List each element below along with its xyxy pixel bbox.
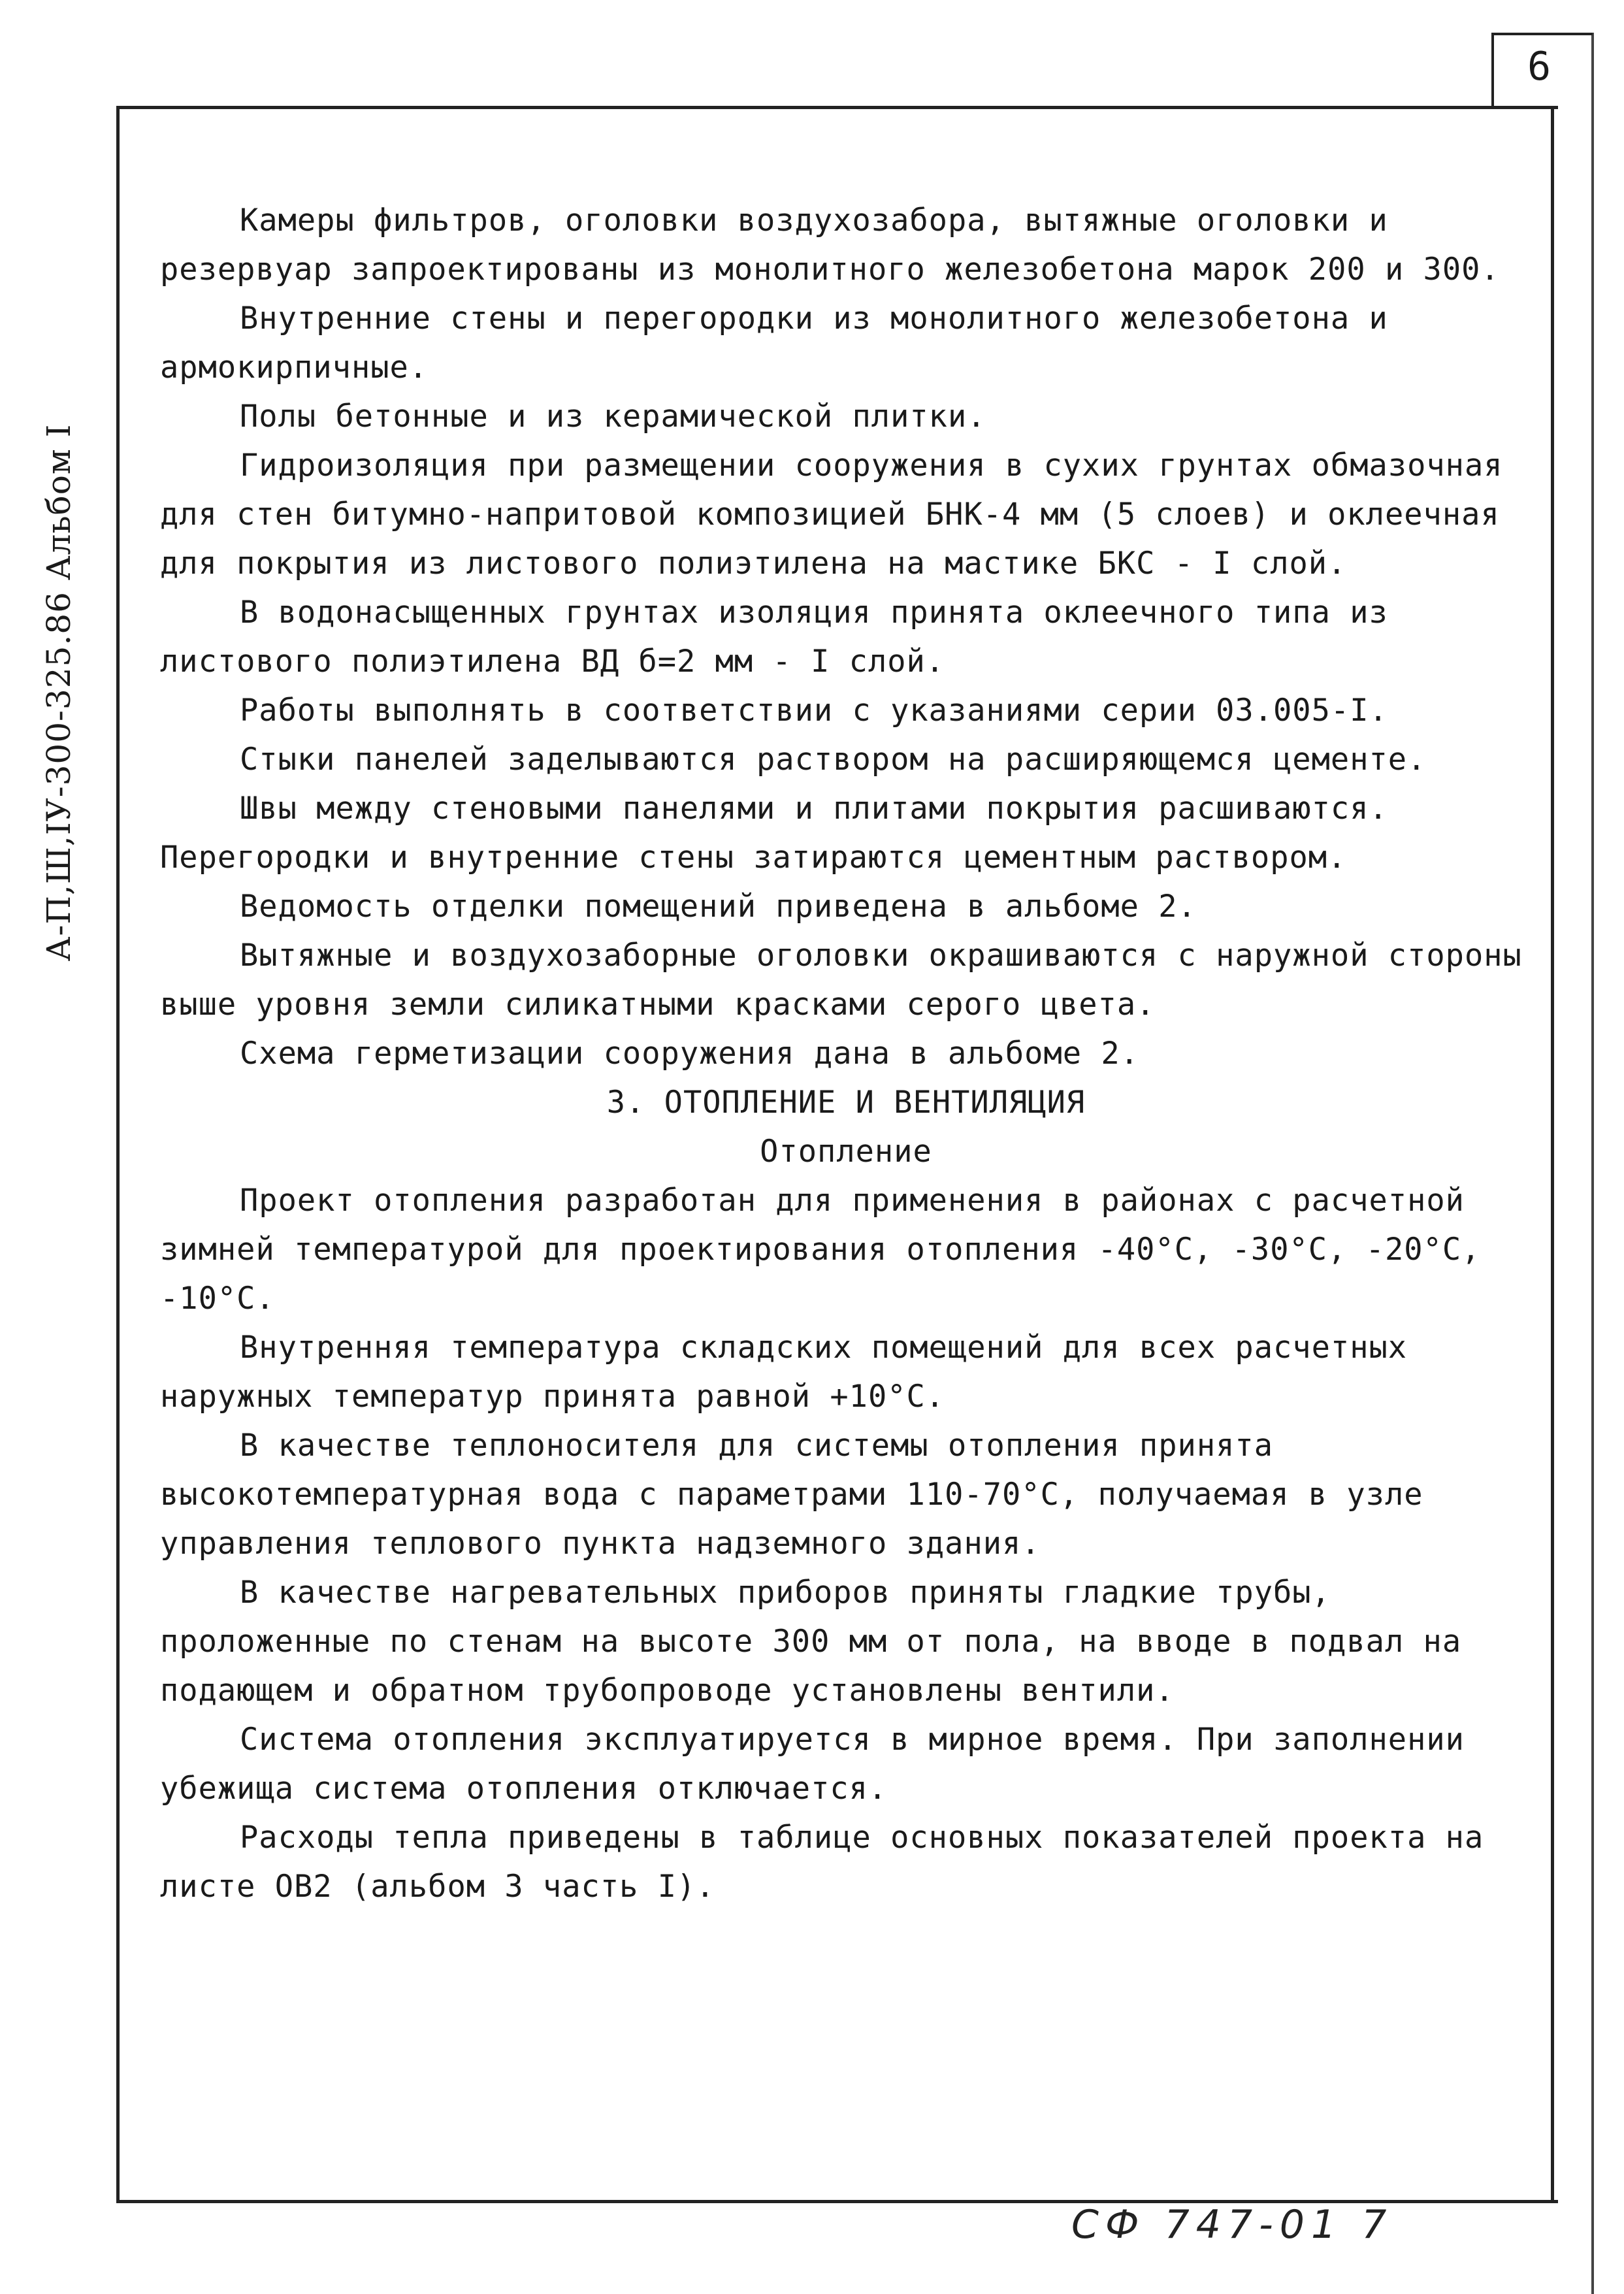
paragraph: Перегородки и внутренние стены затираются цементным раствором.	[160, 840, 1347, 876]
paragraph: Схема герметизации сооружения дана в альбоме 2.	[240, 1036, 1139, 1072]
paragraph: Вытяжные и воздухозаборные оголовки окрашиваются с наружной стороны выше уровня земли силикатными красками серого цвета.	[160, 938, 1522, 1023]
paragraph: Швы между стеновыми панелями и плитами покрытия расшиваются.	[240, 791, 1388, 827]
paragraph: Работы выполнять в соответствии с указаниями серии 03.005-I.	[240, 693, 1388, 729]
paragraph: В водонасыщенных грунтах изоляция принята оклеечного типа из листового полиэтилена ВД б=2 мм - I слой.	[160, 595, 1388, 680]
frame-right-border	[1551, 106, 1554, 2200]
paragraph: Расходы тепла приведены в таблице основных показателей проекта на листе ОВ2 (альбом 3 часть I).	[160, 1820, 1484, 1905]
paragraph: Гидроизоляция при размещении сооружения в сухих грунтах обмазочная для стен битумно-напритовой композицией БНК-4 мм (5 слоев) и оклеечная для покрытия из листового полиэтилена на мастике БКС - I слой.	[160, 448, 1503, 582]
paragraph: Проект отопления разработан для применения в районах с расчетной зимней температурой для проектирования отопления -40°С, -30°С, -20°С, -10°С.	[160, 1183, 1481, 1317]
paragraph: Внутренняя температура складских помещений для всех расчетных наружных температур принята равной +10°С.	[160, 1330, 1408, 1415]
side-document-code: А-П,Ш,IУ-300-325.86 Альбом I	[40, 423, 78, 962]
paragraph: Внутренние стены и перегородки из монолитного железобетона и армокирпичные.	[160, 301, 1388, 385]
paragraph: Полы бетонные и из керамической плитки.	[240, 399, 986, 434]
paragraph: Стыки панелей заделываются раствором на расширяющемся цементе.	[240, 742, 1427, 778]
sheet-edge-line	[1591, 33, 1594, 2294]
page-number: 6	[1527, 44, 1551, 90]
paragraph: В качестве теплоносителя для системы отопления принята высокотемпературная вода с параметрами 110-70°С, получаемая в узле управления теплового пункта надземного здания.	[160, 1428, 1423, 1562]
document-body	[160, 196, 1532, 1911]
footer-stamp: СФ 747-01 7	[1071, 2202, 1393, 2248]
paragraph: Система отопления эксплуатируется в мирное время. При заполнении убежища система отопления отключается.	[160, 1722, 1465, 1807]
section-title: 3. ОТОПЛЕНИЕ И ВЕНТИЛЯЦИЯ	[606, 1085, 1086, 1121]
subsection-title: Отопление	[760, 1134, 932, 1170]
paragraph: В качестве нагревательных приборов приняты гладкие трубы, проложенные по стенам на высоте 300 мм от пола, на вводе в подвал на подающем и обратном трубопроводе установлены вентили.	[160, 1575, 1462, 1709]
paragraph: Ведомость отделки помещений приведена в альбоме 2.	[240, 889, 1197, 925]
paragraph: Камеры фильтров, оголовки воздухозабора, вытяжные оголовки и резервуар запроектированы из монолитного железобетона марок 200 и 300.	[160, 203, 1500, 287]
